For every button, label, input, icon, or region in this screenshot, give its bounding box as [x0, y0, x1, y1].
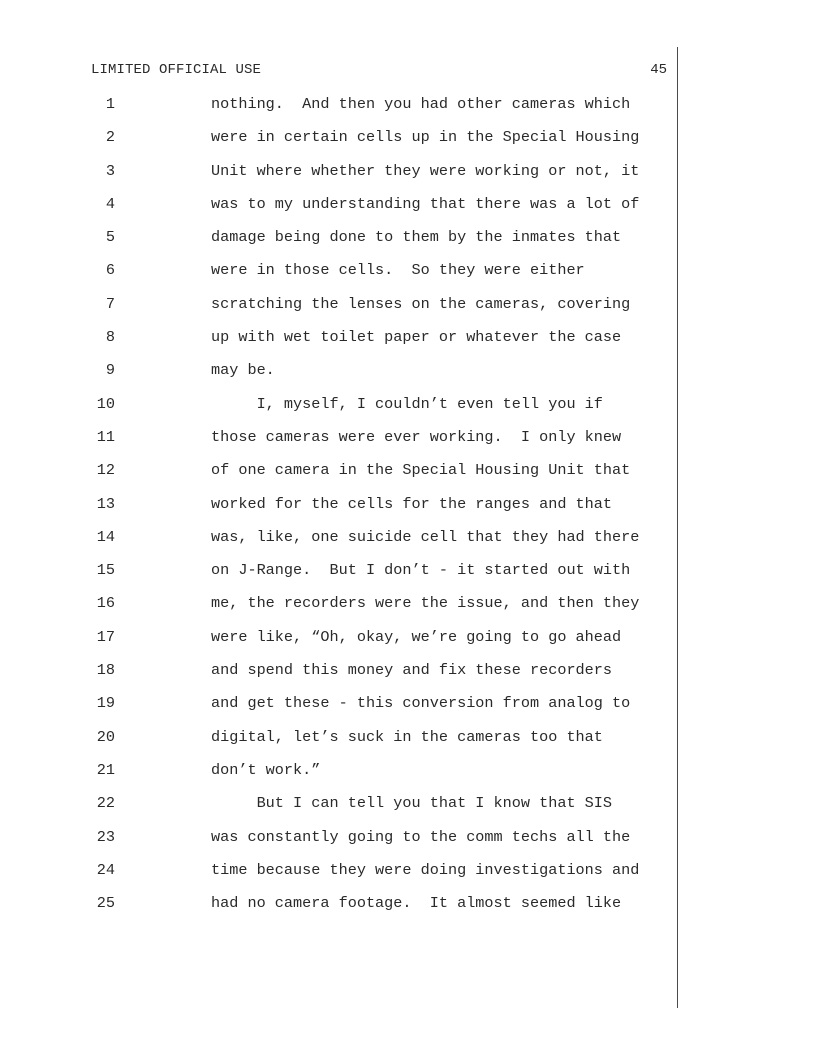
line-text: had no camera footage. It almost seemed like	[211, 894, 622, 913]
line-number: 18	[96, 661, 115, 680]
transcript-line	[0, 828, 700, 861]
transcript-line	[0, 694, 700, 727]
transcript-lines	[0, 95, 700, 927]
line-number: 20	[96, 727, 115, 746]
line-text: time because they were doing investigations and	[211, 860, 640, 879]
line-number: 19	[96, 694, 115, 713]
line-number: 25	[96, 894, 115, 913]
line-text: was constantly going to the comm techs all the	[211, 827, 631, 846]
line-number: 23	[96, 827, 115, 846]
line-number: 21	[96, 760, 115, 779]
transcript-line	[0, 428, 700, 461]
line-number: 16	[96, 594, 115, 613]
transcript-line	[0, 461, 700, 494]
page-number: 45	[650, 62, 667, 78]
line-text: damage being done to them by the inmates that	[211, 228, 622, 247]
line-text: digital, let’s suck in the cameras too that	[211, 727, 603, 746]
line-text: was to my understanding that there was a lot of	[211, 194, 640, 213]
transcript-line	[0, 361, 700, 394]
line-text: me, the recorders were the issue, and then they	[211, 594, 640, 613]
line-text: Unit where whether they were working or not, it	[211, 161, 640, 180]
transcript-line	[0, 561, 700, 594]
transcript-line	[0, 328, 700, 361]
transcript-line	[0, 228, 700, 261]
transcript-line	[0, 861, 700, 894]
line-number: 1	[105, 95, 115, 113]
line-number: 15	[96, 561, 115, 580]
line-text: and spend this money and fix these recorders	[211, 661, 613, 680]
transcript-line	[0, 761, 700, 794]
transcript-line	[0, 128, 700, 161]
line-text: were like, “Oh, okay, we’re going to go ahead	[211, 627, 622, 646]
transcript-line	[0, 495, 700, 528]
transcript-line	[0, 594, 700, 627]
line-number: 9	[105, 361, 115, 380]
transcript-line	[0, 162, 700, 195]
line-number: 10	[96, 394, 115, 413]
line-number: 7	[105, 294, 115, 313]
transcript-line	[0, 628, 700, 661]
line-text: nothing. And then you had other cameras which	[211, 95, 631, 113]
line-text: I, myself, I couldn’t even tell you if	[211, 394, 603, 413]
line-text: were in those cells. So they were either	[211, 261, 585, 280]
line-number: 11	[96, 427, 115, 446]
line-text: scratching the lenses on the cameras, covering	[211, 294, 631, 313]
line-number: 17	[96, 627, 115, 646]
line-number: 6	[105, 261, 115, 280]
line-text: those cameras were ever working. I only knew	[211, 427, 622, 446]
line-number: 5	[105, 228, 115, 247]
classification-header: LIMITED OFFICIAL USE	[91, 62, 262, 78]
transcript-line	[0, 794, 700, 827]
transcript-line	[0, 295, 700, 328]
line-number: 24	[96, 860, 115, 879]
line-text: and get these - this conversion from analog to	[211, 694, 631, 713]
line-text: up with wet toilet paper or whatever the case	[211, 328, 622, 347]
transcript-line	[0, 528, 700, 561]
line-text: don’t work.”	[211, 760, 321, 779]
line-number: 8	[105, 328, 115, 347]
transcript-line	[0, 261, 700, 294]
line-number: 12	[96, 461, 115, 480]
transcript-line	[0, 661, 700, 694]
line-number: 2	[105, 128, 115, 147]
line-number: 3	[105, 161, 115, 180]
transcript-line	[0, 894, 700, 927]
line-number: 4	[105, 194, 115, 213]
line-text: But I can tell you that I know that SIS	[211, 794, 613, 813]
line-text: worked for the cells for the ranges and that	[211, 494, 613, 513]
line-text: was, like, one suicide cell that they had there	[211, 527, 640, 546]
line-number: 22	[96, 794, 115, 813]
transcript-line	[0, 95, 700, 128]
line-text: were in certain cells up in the Special Housing	[211, 128, 640, 147]
line-number: 13	[96, 494, 115, 513]
line-text: of one camera in the Special Housing Unit that	[211, 461, 631, 480]
transcript-line	[0, 728, 700, 761]
line-text: may be.	[211, 361, 275, 380]
line-number: 14	[96, 527, 115, 546]
line-text: on J-Range. But I don’t - it started out with	[211, 561, 631, 580]
transcript-line	[0, 195, 700, 228]
transcript-line	[0, 395, 700, 428]
